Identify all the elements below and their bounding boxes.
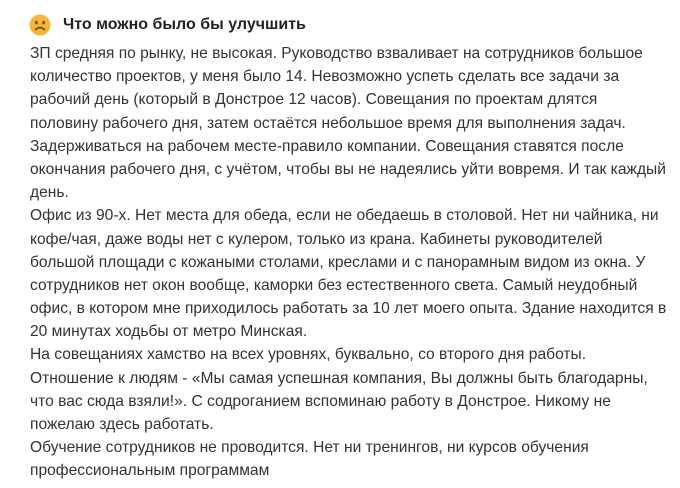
section-header xyxy=(29,12,306,38)
review-text-line: половину рабочего дня, затем остаётся небольшое время для выполнения задач. xyxy=(30,114,626,132)
review-text-line: 20 минутах ходьбы от метро Минская. xyxy=(30,323,308,341)
review-text-line: рабочий день (который в Донстрое 12 часов). Совещания по проектам длятся xyxy=(30,91,598,109)
review-text-line: На совещаниях хамство на всех уровнях, буквально, со второго дня работы. xyxy=(30,346,587,364)
review-text-line: Задерживаться на рабочем месте-правило компании. Совещания ставятся после xyxy=(30,137,624,155)
review-text-line: сотрудников нет окон вообще, каморки без естественного света. Самый неудобный xyxy=(30,276,638,294)
review-text-line: большой площади с кожаными столами, креслами и с панорамным видом из окна. У xyxy=(30,253,646,271)
review-text-line: количество проектов, у меня было 14. Невозможно успеть сделать все задачи за xyxy=(30,68,620,86)
emoji-face xyxy=(30,15,51,36)
review-text-line: кофе/чая, даже воды нет с кулером, только из крана. Кабинеты руководителей xyxy=(30,230,603,248)
emoji-left-eye xyxy=(35,21,38,24)
review-text-line: офис, в котором мне приходилось работать за 10 лет моего опыта. Здание находится в xyxy=(30,300,667,318)
review-text-line: профессиональным программам xyxy=(30,462,270,480)
review-text xyxy=(30,42,672,483)
review-text-line: Обучение сотрудников не проводится. Нет ни тренингов, ни курсов обучения xyxy=(30,439,589,457)
emoji-right-eye xyxy=(42,21,45,24)
review-text-line: что вас сюда взяли!». С содроганием вспоминаю работу в Донстрое. Никому не xyxy=(30,392,611,410)
review-text-line: окончания рабочего дня, с учётом, чтобы вы не надеялись уйти вовремя. И так каждый xyxy=(30,160,666,178)
sad-face-emoji-icon xyxy=(29,14,51,36)
review-text-line: ЗП средняя по рынку, не высокая. Руководство взваливает на сотрудников большое xyxy=(30,45,643,62)
review-text-line: Офис из 90-х. Нет места для обеда, если не обедаешь в столовой. Нет ни чайника, ни xyxy=(30,207,659,225)
review-text-line: Отношение к людям - «Мы самая успешная компания, Вы должны быть благодарны, xyxy=(30,369,648,387)
section-title: Что можно было бы улучшить xyxy=(63,16,306,33)
review-text-line: день. xyxy=(30,184,69,202)
review-text-line: пожелаю здесь работать. xyxy=(30,416,214,433)
